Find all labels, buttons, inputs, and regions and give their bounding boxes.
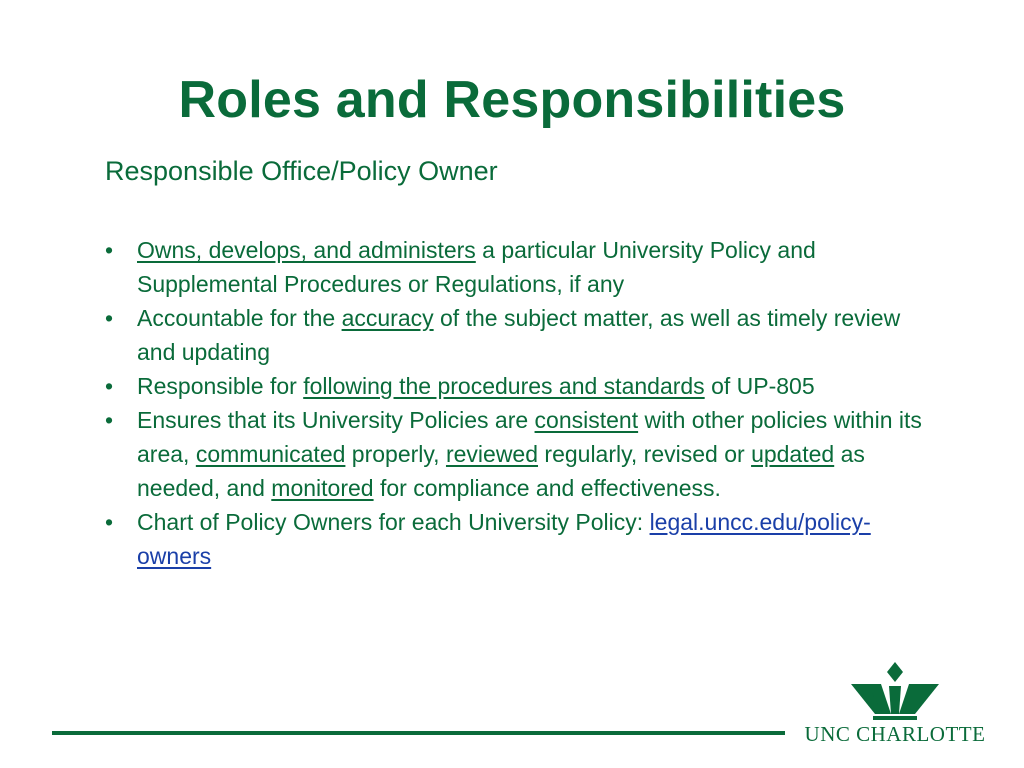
underlined-phrase: monitored — [271, 475, 374, 501]
underlined-phrase: updated — [751, 441, 835, 467]
bullet-text: regularly, revised or — [538, 441, 752, 467]
bullet-list — [105, 233, 935, 573]
slide-title: Roles and Responsibilities — [178, 71, 846, 129]
bullet-text: Chart of Policy Owners for each University Policy: — [137, 509, 650, 535]
bullet-text: Ensures that its University Policies are — [137, 407, 535, 433]
bullet-marker: • — [105, 509, 114, 535]
bullet-text: of the subject matter, as well as timely review and updating — [137, 305, 901, 365]
policy-owners-link[interactable]: legal.uncc.edu/policy-owners — [137, 509, 871, 569]
bullet-item — [105, 233, 935, 301]
bullet-item — [105, 505, 935, 573]
underlined-phrase: following the procedures and standards — [303, 373, 705, 399]
bullet-marker: • — [105, 237, 114, 263]
slide-subtitle: Responsible Office/Policy Owner — [105, 156, 498, 186]
bullet-marker: • — [105, 305, 114, 331]
bullet-item — [105, 369, 935, 403]
bullet-text: of UP-805 — [704, 373, 815, 399]
footer-divider — [52, 731, 785, 735]
underlined-phrase: consistent — [534, 407, 639, 433]
bullet-marker: • — [105, 373, 114, 399]
bullet-item — [105, 301, 935, 369]
underlined-phrase: Owns, develops, and administers — [137, 237, 476, 263]
bullet-text: Accountable for the — [137, 305, 342, 331]
unc-charlotte-logo — [800, 660, 990, 745]
underlined-phrase: communicated — [195, 441, 346, 467]
bullet-marker: • — [105, 407, 114, 433]
bullet-text: for compliance and effectiveness. — [373, 475, 721, 501]
bullet-text: with other policies within its area, — [137, 407, 922, 467]
unc-charlotte-crown-icon — [845, 660, 945, 722]
underlined-phrase: reviewed — [445, 441, 539, 467]
bullet-text: as needed, and — [137, 441, 865, 501]
bullet-text: properly, — [345, 441, 446, 467]
underlined-phrase: accuracy — [341, 305, 434, 331]
bullet-text: a particular University Policy and Supplemental Procedures or Regulations, if any — [137, 237, 816, 297]
bullet-item — [105, 403, 935, 505]
logo-wordmark: UNC CHARLOTTE — [804, 722, 986, 746]
bullet-text: Responsible for — [137, 373, 304, 399]
